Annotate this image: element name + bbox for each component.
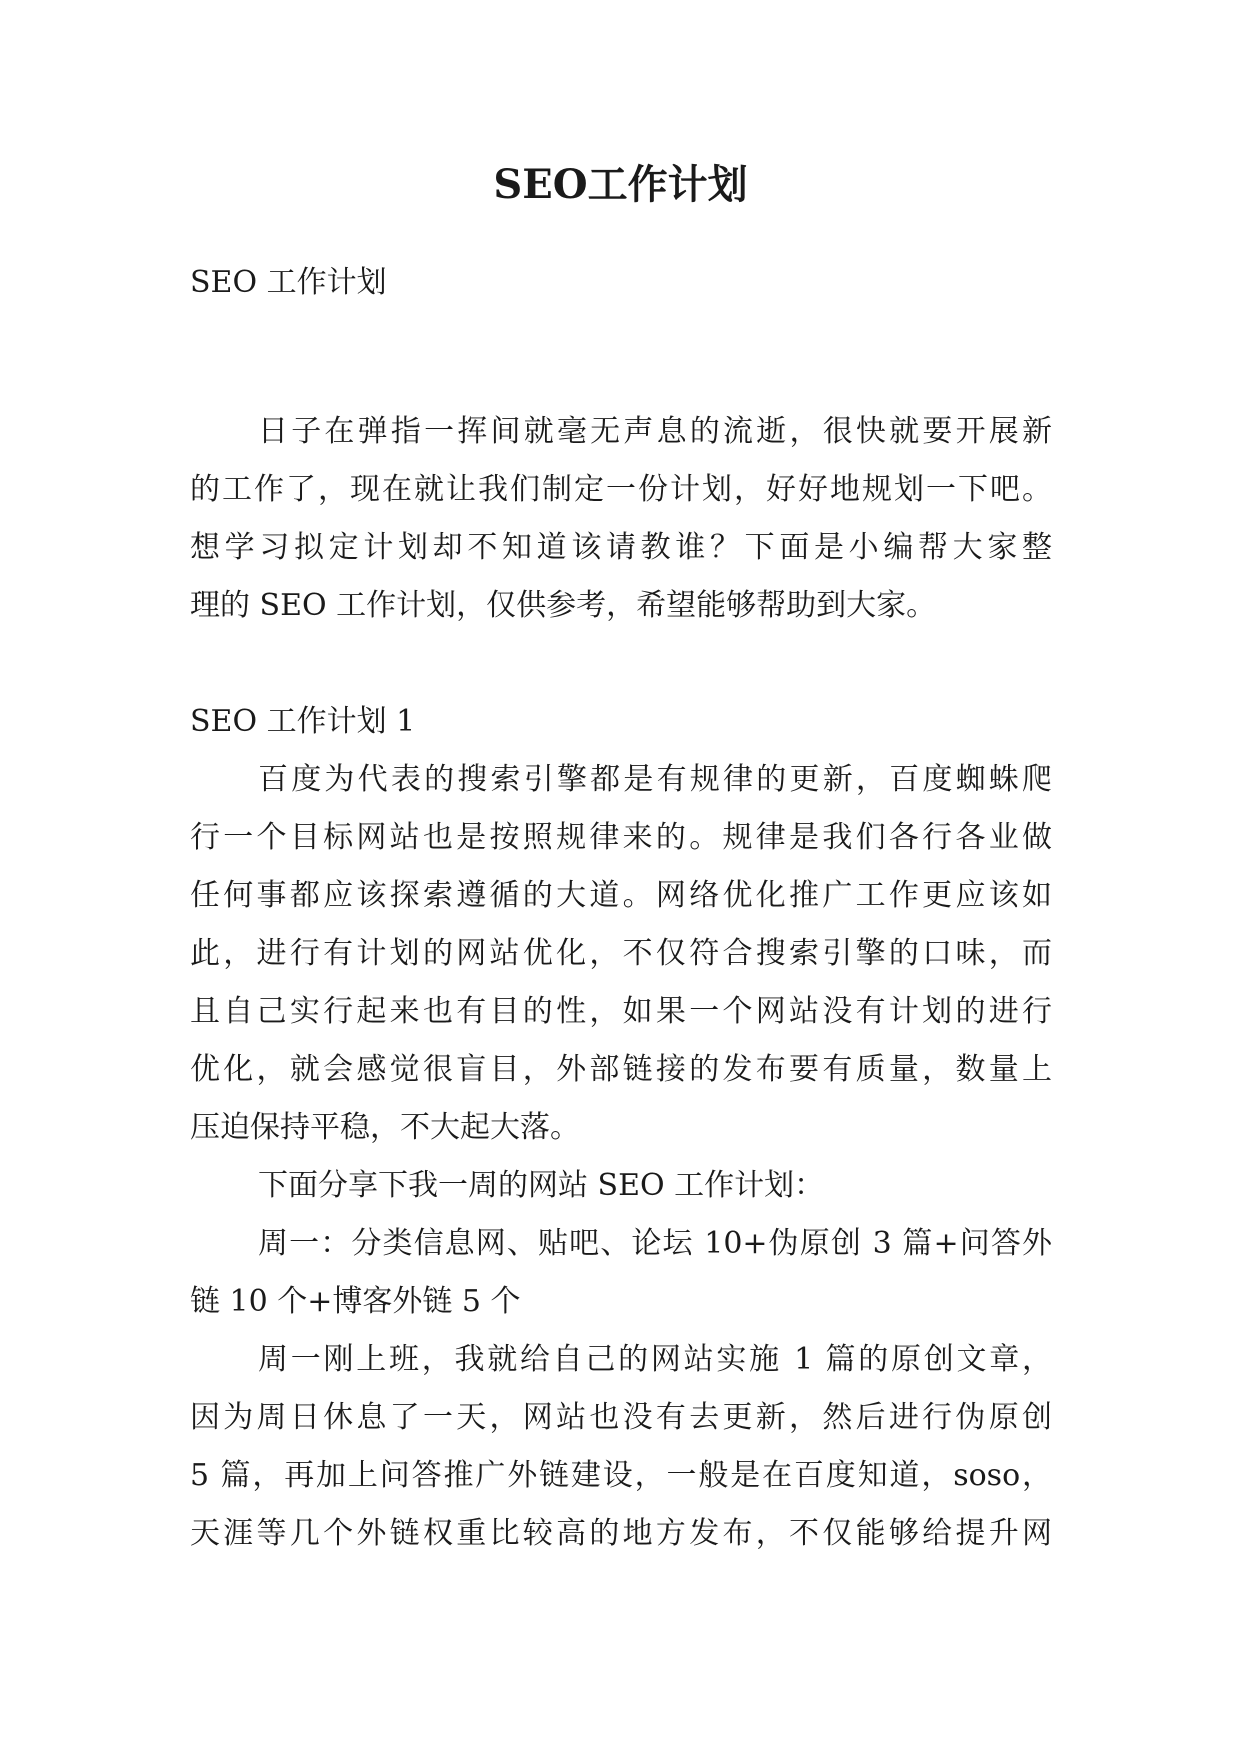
section-paragraph-4 — [190, 1331, 1052, 1563]
paragraph-line: 5 篇，再加上问答推广外链建设，一般是在百度知道，soso， — [190, 1458, 1052, 1493]
paragraph-line: 压迫保持平稳，不大起大落。 — [190, 1110, 580, 1145]
section-paragraph-2 — [190, 1157, 1052, 1215]
paragraph-line: 且自己实行起来也有目的性，如果一个网站没有计划的进行 — [190, 994, 1052, 1029]
spacer — [190, 635, 1052, 693]
paragraph-line: 想学习拟定计划却不知道该请教谁？下面是小编帮大家整 — [190, 530, 1052, 565]
paragraph-line: 下面分享下我一周的网站 SEO 工作计划： — [258, 1168, 825, 1203]
document-subtitle: SEO 工作计划 — [190, 265, 387, 300]
spacer — [190, 312, 1052, 403]
paragraph-line: 周一刚上班，我就给自己的网站实施 1 篇的原创文章， — [258, 1342, 1052, 1377]
paragraph-line: 天涯等几个外链权重比较高的地方发布，不仅能够给提升网 — [190, 1516, 1052, 1551]
section-paragraph-1 — [190, 751, 1052, 1157]
intro-paragraph — [190, 403, 1052, 635]
paragraph-line: 因为周日休息了一天，网站也没有去更新，然后进行伪原创 — [190, 1400, 1052, 1435]
paragraph-line: 优化，就会感觉很盲目，外部链接的发布要有质量，数量上 — [190, 1052, 1052, 1087]
section-paragraph-3 — [190, 1215, 1052, 1331]
paragraph-line: 任何事都应该探索遵循的大道。网络优化推广工作更应该如 — [190, 878, 1052, 913]
paragraph-line: 链 10 个+博客外链 5 个 — [190, 1284, 521, 1319]
paragraph-line: 理的 SEO 工作计划，仅供参考，希望能够帮助到大家。 — [190, 588, 937, 623]
document-title: SEO工作计划 — [493, 161, 748, 208]
document-body — [190, 254, 1052, 1563]
paragraph-line: 的工作了，现在就让我们制定一份计划，好好地规划一下吧。 — [190, 472, 1052, 507]
paragraph-line: 日子在弹指一挥间就毫无声息的流逝，很快就要开展新 — [258, 414, 1052, 449]
paragraph-line: 周一：分类信息网、贴吧、论坛 10+伪原创 3 篇+问答外 — [258, 1226, 1052, 1261]
paragraph-line: 行一个目标网站也是按照规律来的。规律是我们各行各业做 — [190, 820, 1052, 855]
section-heading: SEO 工作计划 1 — [190, 704, 416, 739]
paragraph-line: 百度为代表的搜索引擎都是有规律的更新，百度蜘蛛爬 — [258, 762, 1052, 797]
paragraph-line: 此，进行有计划的网站优化，不仅符合搜索引擎的口味，而 — [190, 936, 1052, 971]
